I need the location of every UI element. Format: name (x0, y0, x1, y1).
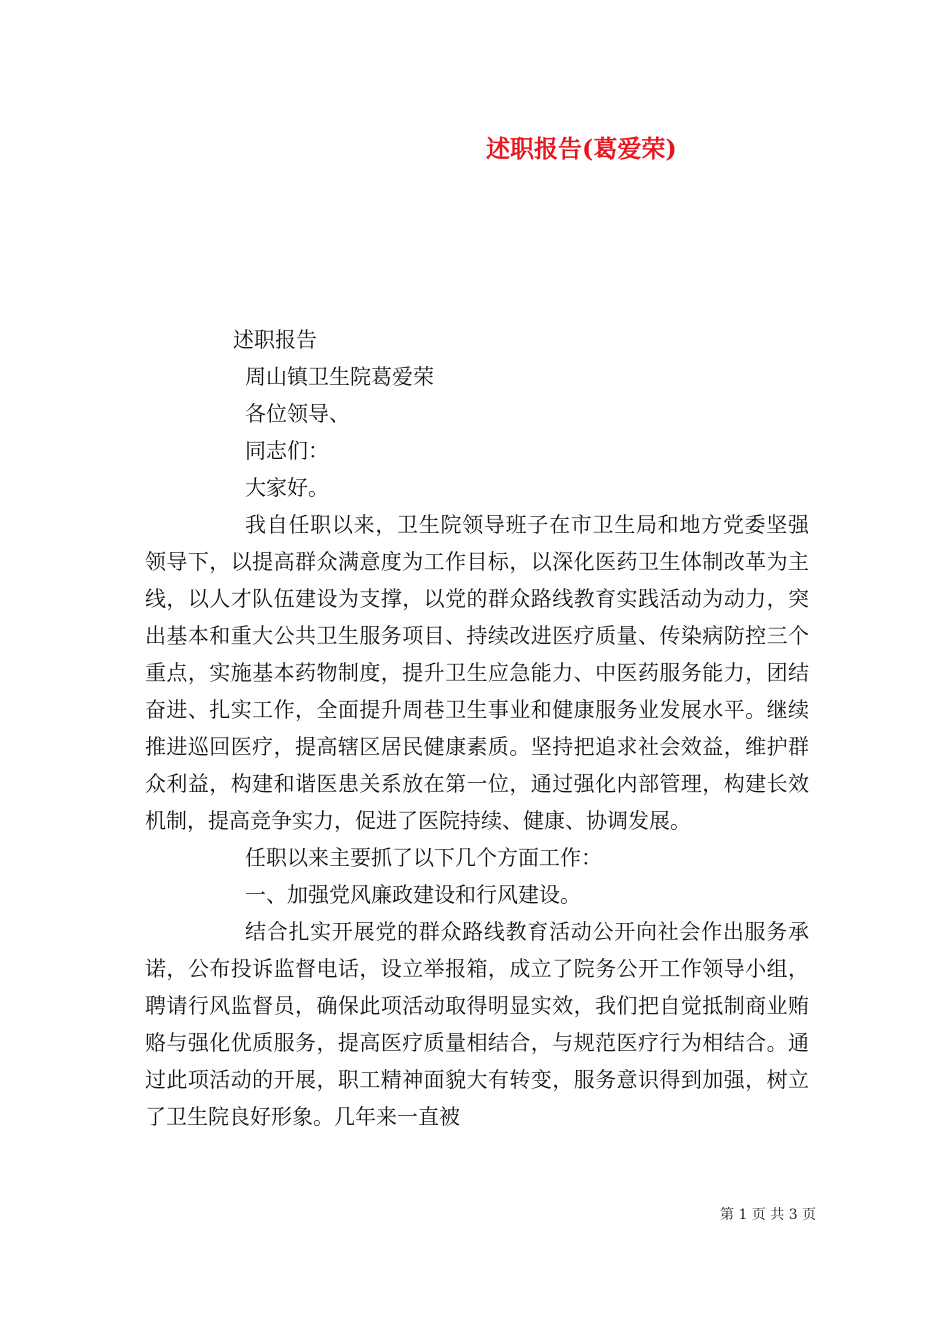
page-footer: 第 1 页 共 3 页 (720, 1207, 817, 1223)
salutation-comrades: 同志们： (245, 439, 329, 463)
section-1-heading: 一、加强党风廉政建设和行风建设。 (245, 883, 581, 907)
paragraph-section-1: 结合扎实开展党的群众路线教育活动公开向社会作出服务承诺，公布投诉监督电话，设立举报箱，成立了院务公开工作领导小组，聘请行风监督员，确保此项活动取得明显实效，我们把自觉抵制商业贿赂与强化优质服务，提高医疗质量相结合，与规范医疗行为相结合。通过此项活动的开展，职工精神面貌大有转变，服务意识得到加强，树立了卫生院良好形象。几年来一直被 (145, 920, 809, 1129)
salutation-leaders: 各位领导、 (245, 402, 350, 426)
document-body (145, 322, 809, 1136)
paragraph-intro: 我自任职以来，卫生院领导班子在市卫生局和地方党委坚强领导下，以提高群众满意度为工作目标，以深化医药卫生体制改革为主线，以人才队伍建设为支撑，以党的群众路线教育实践活动为动力，突出基本和重大公共卫生服务项目、持续改进医疗质量、传染病防控三个重点，实施基本药物制度，提升卫生应急能力、中医药服务能力，团结奋进、扎实工作，全面提升周巷卫生事业和健康服务业发展水平。继续推进巡回医疗，提高辖区居民健康素质。坚持把追求社会效益，维护群众利益，构建和谐医患关系放在第一位，通过强化内部管理，构建长效机制，提高竞争实力，促进了医院持续、健康、协调发展。 (145, 513, 809, 833)
report-heading: 述职报告 (233, 328, 317, 352)
author-line: 周山镇卫生院葛爱荣 (245, 365, 434, 389)
document-title: 述职报告(葛爱荣) (486, 134, 677, 163)
greeting: 大家好。 (245, 476, 329, 500)
work-intro-line: 任职以来主要抓了以下几个方面工作： (245, 846, 602, 870)
